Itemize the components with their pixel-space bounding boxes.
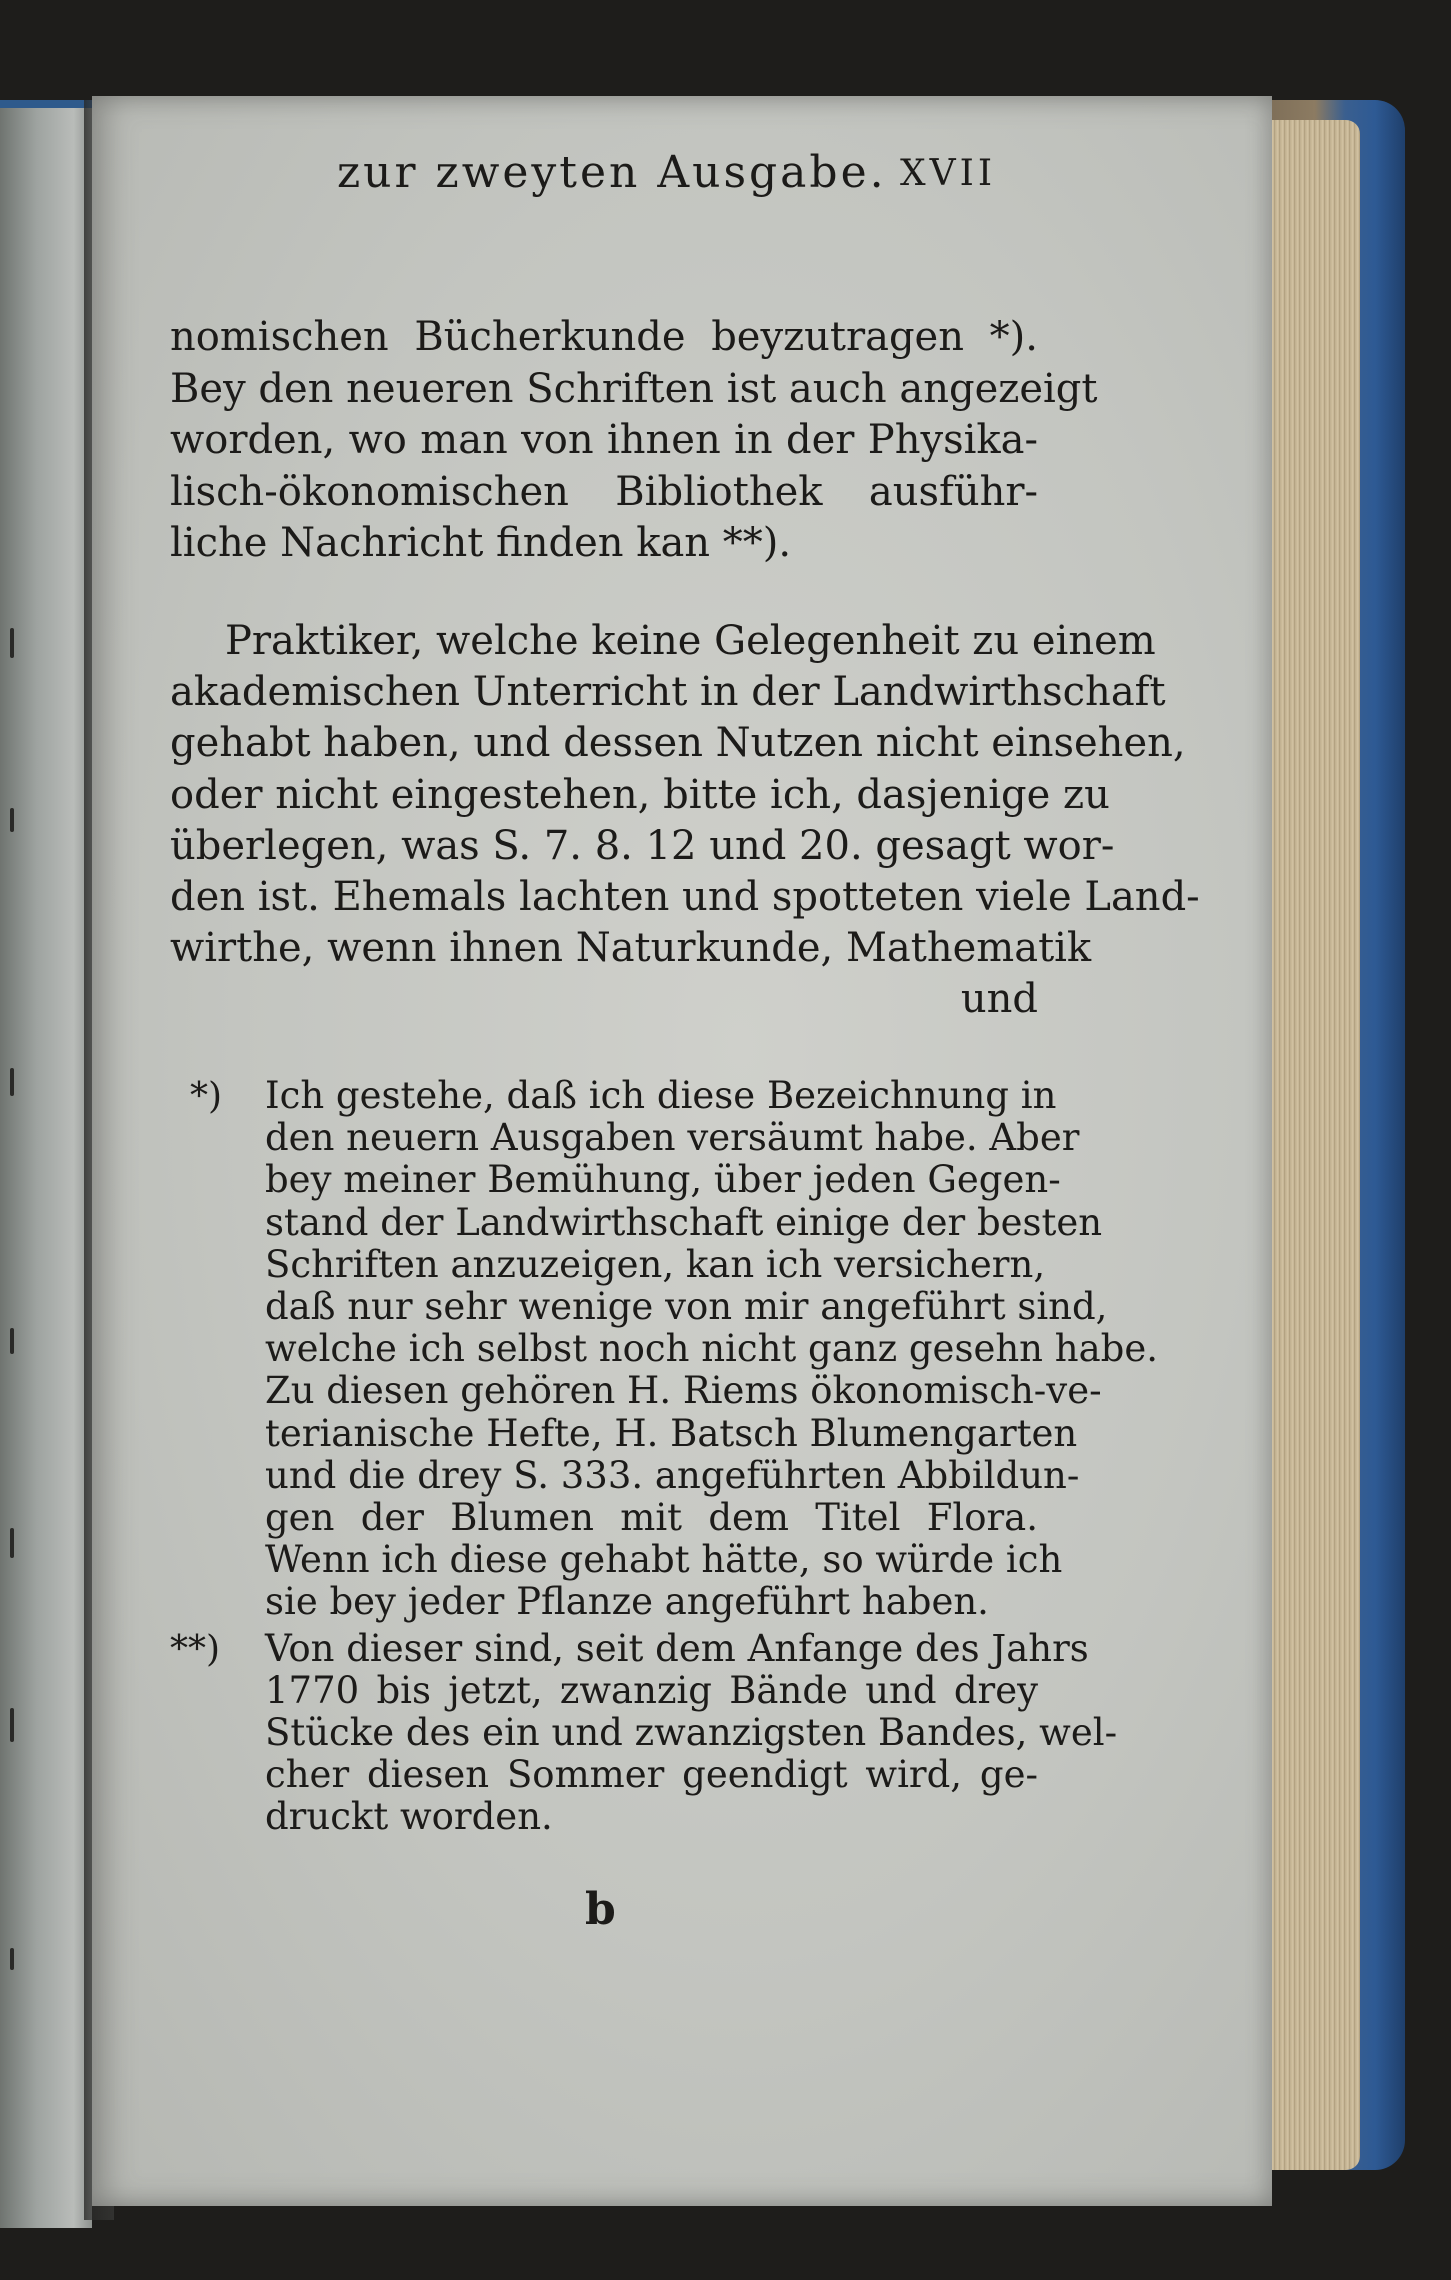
text-line: überlegen, was S. 7. 8. 12 und 20. gesagt wor-	[170, 822, 1115, 869]
footnotes	[170, 1074, 1158, 1839]
ink-bleed-mark	[10, 1328, 14, 1354]
text-line: den ist. Ehemals lachten und spotteten viele Land-	[170, 874, 1200, 921]
ink-bleed-mark	[10, 808, 14, 832]
catchword: und	[960, 976, 1038, 1023]
paragraph-2	[170, 616, 1200, 1026]
footnote-line: bey meiner Bemühung, über jeden Gegen-	[265, 1158, 1061, 1202]
footnote-line: 1770 bis jetzt, zwanzig Bände und drey	[265, 1668, 1038, 1712]
text-line: oder nicht eingestehen, bitte ich, dasjenige zu	[170, 771, 1110, 818]
footnote-line: Von dieser sind, seit dem Anfange des Jahrs	[265, 1626, 1089, 1670]
footnote-line: Schriften anzuzeigen, kan ich versichern,	[265, 1242, 1046, 1286]
footnote-line: Wenn ich diese gehabt hätte, so würde ich	[265, 1538, 1063, 1582]
footnote-line: daß nur sehr wenige von mir angeführt sind,	[265, 1285, 1108, 1329]
footnote-line: cher diesen Sommer geendigt wird, ge-	[265, 1753, 1038, 1797]
ink-bleed-mark	[10, 628, 14, 658]
text-line: worden, wo man von ihnen in der Physika-	[170, 417, 1038, 463]
footnote-line: terianische Hefte, H. Batsch Blumengarten	[265, 1411, 1078, 1455]
footnote-line: Stücke des ein und zwanzigsten Bandes, wel-	[265, 1711, 1118, 1755]
page-number: XVII	[900, 153, 997, 194]
footnote-line: Ich gestehe, daß ich diese Bezeichnung in	[265, 1074, 1057, 1117]
text-line: akademischen Unterricht in der Landwirthschaft	[170, 669, 1166, 716]
footnote-line: stand der Landwirthschaft einige der besten	[265, 1200, 1103, 1244]
footnote-line: sie bey jeder Pflanze angeführt haben.	[265, 1580, 989, 1624]
footnote-line: und die drey S. 333. angeführten Abbildun-	[265, 1453, 1080, 1497]
running-title: zur zweyten Ausgabe.	[337, 147, 887, 198]
text-line: Bey den neueren Schriften ist auch angezeigt	[170, 365, 1098, 412]
text-line: nomischen Bücherkunde beyzutragen *).	[170, 314, 1038, 360]
ink-bleed-mark	[10, 1528, 14, 1558]
text-line: lisch-ökonomischen Bibliothek ausführ-	[170, 468, 1038, 515]
ink-bleed-mark	[10, 1068, 14, 1096]
text-line: Praktiker, welche keine Gelegenheit zu einem	[225, 618, 1156, 664]
footnote-2	[170, 1626, 1118, 1839]
footnote-line: druckt worden.	[265, 1795, 553, 1839]
footnote-marker: **)	[170, 1628, 221, 1670]
ink-bleed-mark	[10, 1948, 14, 1970]
footnote-line: Zu diesen gehören H. Riems ökonomisch-ve-	[265, 1369, 1102, 1413]
footnote-line: den neuern Ausgaben versäumt habe. Aber	[265, 1116, 1080, 1160]
text-line: gehabt haben, und dessen Nutzen nicht einsehen,	[170, 720, 1186, 767]
footnote-marker: *)	[190, 1076, 223, 1117]
signature-mark: b	[585, 1884, 616, 1935]
page-header	[240, 138, 1040, 208]
ink-bleed-mark	[10, 1708, 14, 1742]
footnote-line: gen der Blumen mit dem Titel Flora.	[265, 1496, 1038, 1540]
previous-page-edge	[0, 100, 92, 2228]
footnote-line: welche ich selbst noch nicht ganz gesehn habe.	[265, 1327, 1158, 1371]
text-line: liche Nachricht finden kan **).	[170, 520, 792, 566]
text-line: wirthe, wenn ihnen Naturkunde, Mathematik	[170, 925, 1092, 972]
paragraph-1	[170, 312, 1098, 570]
footnote-1	[170, 1074, 1158, 1624]
